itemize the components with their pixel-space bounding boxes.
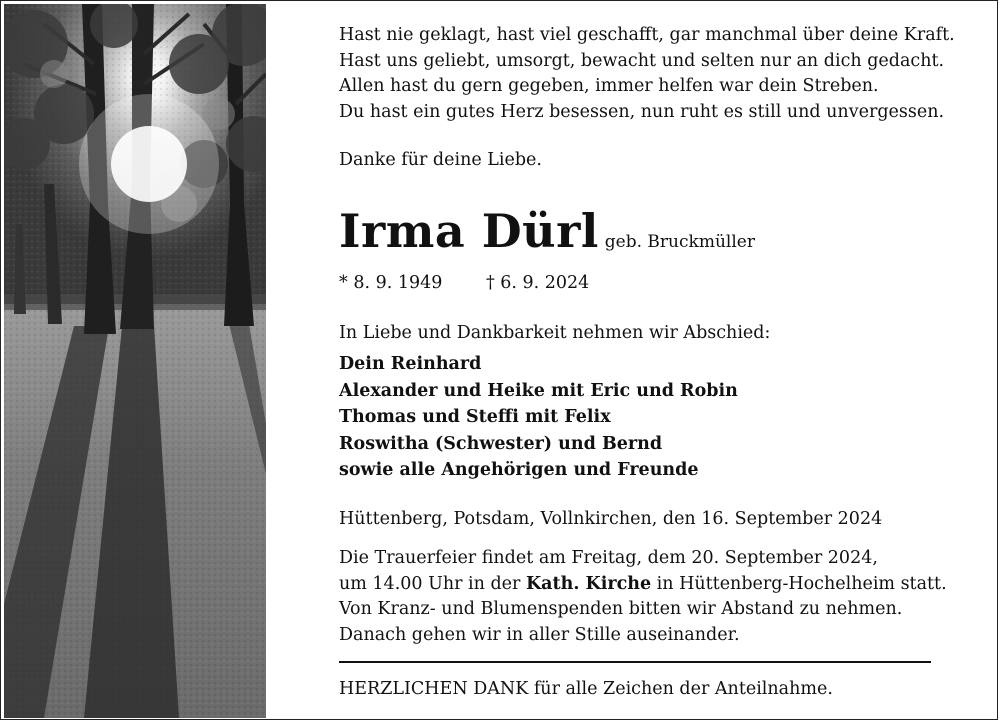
sunlit-park-trees-photo [4,4,266,718]
thanks-line: Danke für deine Liebe. [339,150,542,170]
ceremony-line [339,572,947,598]
mourner: Alexander und Heike mit Eric und Robin [339,380,738,401]
life-dates [339,273,589,293]
mourner: Roswitha (Schwester) und Bernd [339,433,663,454]
deceased-name: Irma Dürl [339,204,599,258]
ceremony-text: in Hüttenberg-Hochelheim statt. [651,573,947,594]
poem-line: Hast uns geliebt, umsorgt, bewacht und selten nur an dich gedacht. [339,50,945,71]
birth-date: * 8. 9. 1949 [339,273,443,293]
park-photo [4,4,266,718]
mourner: Dein Reinhard [339,354,482,374]
footer-thanks: HERZLICHEN DANK für alle Zeichen der Anteilnahme. [339,679,833,699]
farewell-intro: In Liebe und Dankbarkeit nehmen wir Abschied: [339,323,771,343]
mourners-list [339,351,738,484]
mourner: Thomas und Steffi mit Felix [339,407,611,427]
place-and-date: Hüttenberg, Potsdam, Vollnkirchen, den 16. September 2024 [339,509,883,529]
ceremony-line: Von Kranz- und Blumenspenden bitten wir Abstand zu nehmen. [339,599,903,619]
poem [339,23,955,125]
mourner: sowie alle Angehörigen und Freunde [339,460,699,480]
ceremony-line: Danach gehen wir in aller Stille auseinander. [339,624,740,645]
ceremony-line: Die Trauerfeier findet am Freitag, dem 20. September 2024, [339,548,878,568]
birth-name: geb. Bruckmüller [604,232,755,252]
poem-line: Du hast ein gutes Herz besessen, nun ruht es still und unvergessen. [339,101,945,122]
poem-line: Hast nie geklagt, hast viel geschafft, gar manchmal über deine Kraft. [339,25,955,45]
divider [339,661,931,663]
ceremony-text: um 14.00 Uhr in der [339,573,526,594]
poem-line: Allen hast du gern gegeben, immer helfen war dein Streben. [339,76,879,96]
ceremony-info [339,546,947,648]
deceased-name-block [339,204,755,258]
death-date: † 6. 9. 2024 [485,273,590,293]
church-name: Kath. Kirche [525,573,652,594]
